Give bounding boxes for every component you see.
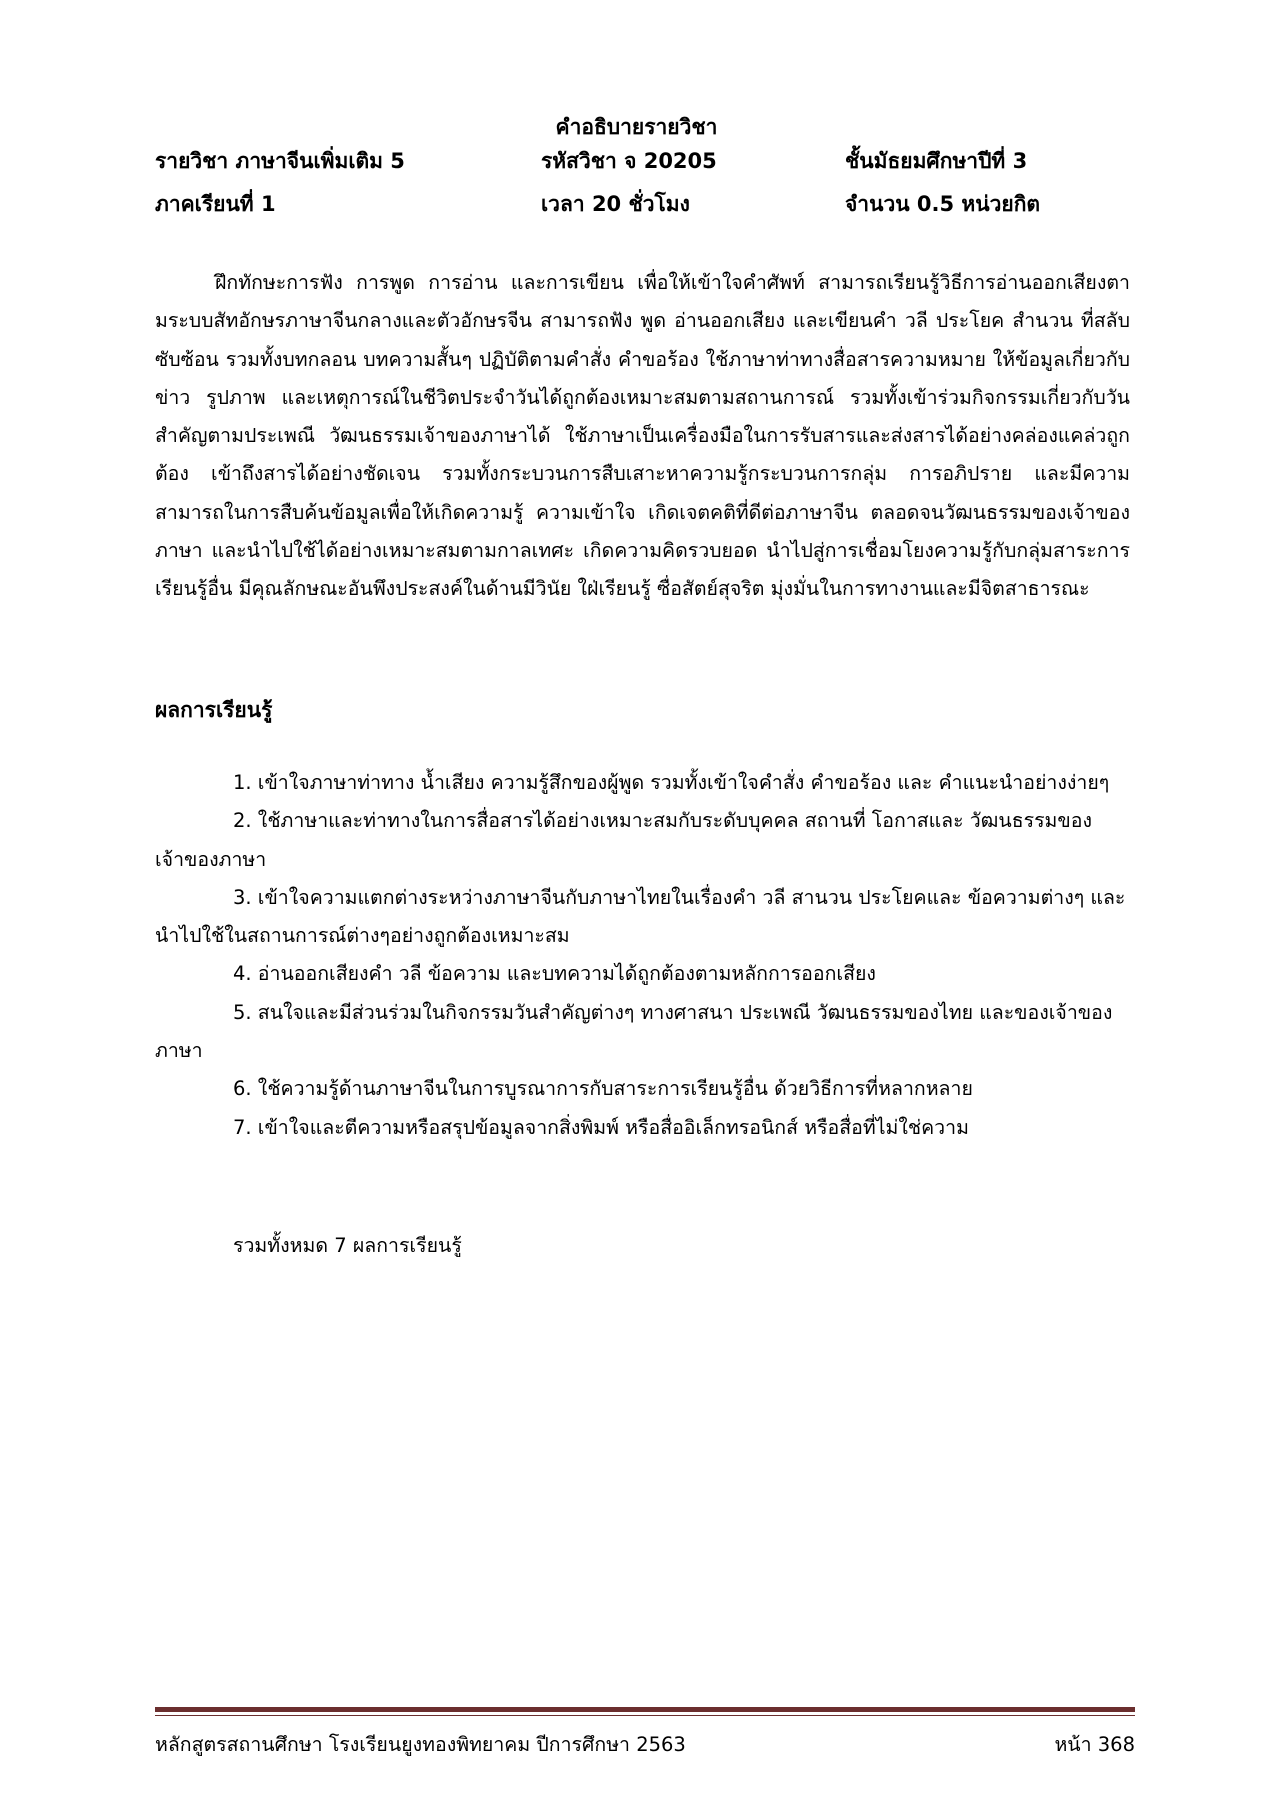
outcomes-summary: รวมทั้งหมด 7 ผลการเรียนรู้	[233, 1234, 462, 1257]
outcomes-heading: ผลการเรียนรู้	[155, 698, 273, 722]
outcome-item: 7. เข้าใจและตีความหรือสรุปข้อมูลจากสิ่งพิมพ์ หรือสื่ออิเล็กทรอนิกส์ หรือสื่อที่ไม่ใช่ความ	[233, 1115, 969, 1139]
footer-curriculum-label: หลักสูตรสถานศึกษา โรงเรียนยูงทองพิทยาคม ปีการศึกษา 2563	[155, 1733, 686, 1756]
course-meta-row-1	[155, 146, 1135, 176]
footer-divider-thick	[155, 1707, 1135, 1712]
page-number: หน้า 368	[1054, 1733, 1135, 1756]
course-meta-row-2	[155, 189, 1135, 219]
semester: ภาคเรียนที่ 1	[155, 192, 276, 216]
course-code: รหัสวิชา จ 20205	[541, 149, 717, 173]
outcome-item: 3. เข้าใจความแตกต่างระหว่างภาษาจีนกับภาษาไทยในเรื่องคำ วลี สานวน ประโยคและ ข้อความต่างๆ และนำไปใช้ในสถานการณ์ต่างๆอย่างถูกต้องเหมาะสม	[155, 885, 1126, 948]
outcome-item: 4. อ่านออกเสียงคำ วลี ข้อความ และบทความได้ถูกต้องตามหลักการออกเสียง	[233, 962, 876, 986]
credits: จำนวน 0.5 หน่วยกิต	[845, 192, 1041, 216]
footer-divider-thin	[155, 1715, 1135, 1716]
hours: เวลา 20 ชั่วโมง	[541, 192, 690, 216]
course-description: ฝึกทักษะการฟัง การพูด การอ่าน และการเขียน เพื่อให้เข้าใจคำศัพท์ สามารถเรียนรู้วิธีการอ่านออกเสียงตามระบบสัทอักษรภาษาจีนกลางและตัวอักษรจีน สามารถฟัง พูด อ่านออกเสียง และเขียนคำ วลี ประโยค สำนวน ที่สลับซับซ้อน รวมทั้งบทกลอน บทความสั้นๆ ปฏิบัติตามคำสั่ง คำขอร้อง ใช้ภาษาท่าทางสื่อสารความหมาย ให้ข้อมูลเกี่ยวกับข่าว รูปภาพ และเหตุการณ์ในชีวิตประจำวันได้ถูกต้องเหมาะสมตามสถานการณ์ รวมทั้งเข้าร่วมกิจกรรมเกี่ยวกับวันสำคัญตามประเพณี วัฒนธรรมเจ้าของภาษาได้ ใช้ภาษาเป็นเครื่องมือในการรับสารและส่งสารได้อย่างคล่องแคล่วถูกต้อง เข้าถึงสารได้อย่างชัดเจน รวมทั้งกระบวนการสืบเสาะหาความรู้กระบวนการกลุ่ม การอภิปราย และมีความสามารถในการสืบค้นข้อมูลเพื่อให้เกิดความรู้ ความเข้าใจ เกิดเจตคติที่ดีต่อภาษาจีน ตลอดจนวัฒนธรรมของเจ้าของภาษา และนำไปใช้ได้อย่างเหมาะสมตามกาลเทศะ เกิดความคิดรวบยอด นำไปสู่การเชื่อมโยงความรู้กับกลุ่มสาระการเรียนรู้อื่น มีคุณลักษณะอันพึงประสงค์ในด้านมีวินัย ใฝ่เรียนรู้ ซื่อสัตย์สุจริต มุ่งมั่นในการทางานและมีจิตสาธารณะ	[155, 271, 1130, 601]
page-title: คำอธิบายรายวิชา	[555, 115, 718, 139]
outcome-item: 2. ใช้ภาษาและท่าทางในการสื่อสารได้อย่างเหมาะสมกับระดับบุคคล สถานที่ โอกาสและ วัฒนธรรมของเจ้าของภาษา	[155, 809, 1092, 871]
course-name: รายวิชา ภาษาจีนเพิ่มเติม 5	[155, 149, 405, 173]
outcome-item: 1. เข้าใจภาษาท่าทาง น้ำเสียง ความรู้สึกของผู้พูด รวมทั้งเข้าใจคำสั่ง คำขอร้อง และ คำแนะนำอย่างง่ายๆ	[233, 771, 1110, 794]
outcome-item: 6. ใช้ความรู้ด้านภาษาจีนในการบูรณาการกับสาระการเรียนรู้อื่น ด้วยวิธีการที่หลากหลาย	[233, 1077, 973, 1101]
grade-level: ชั้นมัธยมศึกษาปีที่ 3	[845, 149, 1028, 173]
outcome-item: 5. สนใจและมีส่วนร่วมในกิจกรรมวันสำคัญต่างๆ ทางศาสนา ประเพณี วัฒนธรรมของไทย และของเจ้าของภาษา	[155, 1000, 1113, 1063]
outcomes-list	[155, 764, 1130, 1147]
